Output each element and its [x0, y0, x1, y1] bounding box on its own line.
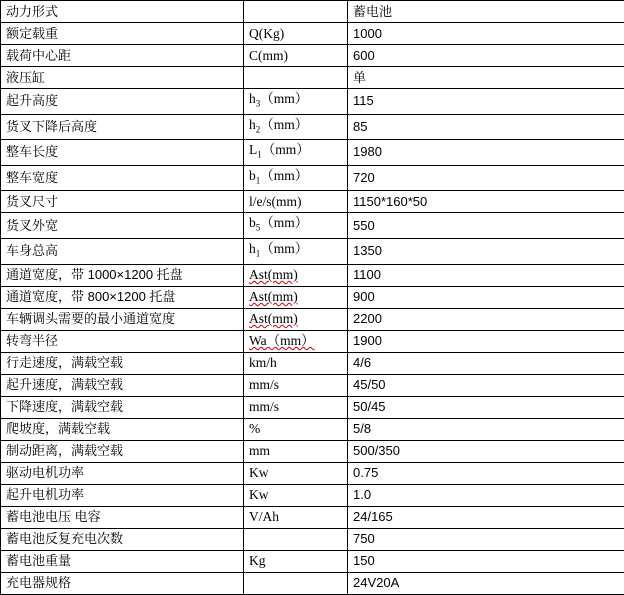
cell-parameter-name: 充电器规格	[1, 572, 244, 594]
cell-value: 500/350	[348, 440, 624, 462]
cell-unit-symbol: $b_5(mm)$	[244, 213, 348, 239]
cell-unit-symbol: mm/s	[244, 396, 348, 418]
table-row	[1, 352, 624, 374]
cell-value: 1980	[348, 140, 624, 166]
cell-unit-symbol	[244, 1, 348, 23]
cell-parameter-name: 蓄电池电压 电容	[1, 506, 244, 528]
cell-value: 1900	[348, 330, 624, 352]
cell-parameter-name: 通道宽度，带 1000×1200 托盘	[1, 264, 244, 286]
cell-parameter-name: 起升电机功率	[1, 484, 244, 506]
table-row	[1, 238, 624, 264]
cell-value: 1150*160*50	[348, 191, 624, 213]
cell-parameter-name: 转弯半径	[1, 330, 244, 352]
cell-parameter-name: 货叉下降后高度	[1, 114, 244, 140]
cell-parameter-name: 蓄电池重量	[1, 550, 244, 572]
cell-value: 24/165	[348, 506, 624, 528]
table-row	[1, 374, 624, 396]
cell-unit-symbol: km/h	[244, 352, 348, 374]
table-row	[1, 114, 624, 140]
cell-unit-symbol: %	[244, 418, 348, 440]
cell-parameter-name: 动力形式	[1, 1, 244, 23]
table-row	[1, 140, 624, 166]
cell-parameter-name: 液压缸	[1, 67, 244, 89]
cell-value: 550	[348, 213, 624, 239]
cell-parameter-name: 货叉外宽	[1, 213, 244, 239]
cell-unit-symbol: $L_1(mm)$	[244, 140, 348, 166]
cell-value: 0.75	[348, 462, 624, 484]
table-row	[1, 396, 624, 418]
cell-unit-symbol: Wa（mm）	[244, 330, 348, 352]
cell-unit-symbol: C(mm)	[244, 45, 348, 67]
cell-parameter-name: 爬坡度，满载空载	[1, 418, 244, 440]
table-row	[1, 528, 624, 550]
cell-unit-symbol: mm	[244, 440, 348, 462]
cell-value: 2200	[348, 308, 624, 330]
cell-unit-symbol: l/e/s(mm)	[244, 191, 348, 213]
cell-parameter-name: 制动距离，满载空载	[1, 440, 244, 462]
cell-parameter-name: 车辆调头需要的最小通道宽度	[1, 308, 244, 330]
table-row	[1, 286, 624, 308]
table-row	[1, 550, 624, 572]
cell-value: 45/50	[348, 374, 624, 396]
cell-value: 蓄电池	[348, 1, 624, 23]
cell-unit-symbol	[244, 528, 348, 550]
cell-parameter-name: 起升高度	[1, 89, 244, 115]
cell-unit-symbol: Q(Kg)	[244, 23, 348, 45]
table-row	[1, 440, 624, 462]
cell-value: 单	[348, 67, 624, 89]
table-row	[1, 418, 624, 440]
cell-parameter-name: 载荷中心距	[1, 45, 244, 67]
cell-unit-symbol: $b_1(mm)$	[244, 165, 348, 191]
cell-unit-symbol: $h_3(mm)$	[244, 89, 348, 115]
cell-value: 150	[348, 550, 624, 572]
cell-value: 1350	[348, 238, 624, 264]
table-row	[1, 165, 624, 191]
cell-parameter-name: 蓄电池反复充电次数	[1, 528, 244, 550]
cell-parameter-name: 通道宽度，带 800×1200 托盘	[1, 286, 244, 308]
cell-unit-symbol	[244, 572, 348, 594]
cell-parameter-name: 整车长度	[1, 140, 244, 166]
table-row	[1, 572, 624, 594]
table-row	[1, 191, 624, 213]
cell-value: 24V20A	[348, 572, 624, 594]
cell-value: 1100	[348, 264, 624, 286]
cell-unit-symbol: Ast(mm)	[244, 286, 348, 308]
table-row	[1, 67, 624, 89]
table-row	[1, 45, 624, 67]
table-row	[1, 213, 624, 239]
table-body	[1, 1, 624, 595]
cell-parameter-name: 整车宽度	[1, 165, 244, 191]
cell-unit-symbol: Kw	[244, 484, 348, 506]
cell-unit-symbol: Ast(mm)	[244, 308, 348, 330]
cell-value: 1000	[348, 23, 624, 45]
table-row	[1, 1, 624, 23]
cell-value: 750	[348, 528, 624, 550]
cell-value: 5/8	[348, 418, 624, 440]
cell-unit-symbol: $h_1(mm)$	[244, 238, 348, 264]
cell-value: 1.0	[348, 484, 624, 506]
cell-unit-symbol: Kw	[244, 462, 348, 484]
cell-unit-symbol: Ast(mm)	[244, 264, 348, 286]
table-row	[1, 89, 624, 115]
cell-value: 50/45	[348, 396, 624, 418]
cell-parameter-name: 行走速度，满载空载	[1, 352, 244, 374]
cell-parameter-name: 起升速度，满载空载	[1, 374, 244, 396]
cell-unit-symbol: mm/s	[244, 374, 348, 396]
cell-parameter-name: 额定载重	[1, 23, 244, 45]
cell-value: 115	[348, 89, 624, 115]
cell-value: 600	[348, 45, 624, 67]
table-row	[1, 308, 624, 330]
table-row	[1, 330, 624, 352]
cell-unit-symbol	[244, 67, 348, 89]
cell-unit-symbol: $h_2(mm)$	[244, 114, 348, 140]
table-row	[1, 484, 624, 506]
table-row	[1, 264, 624, 286]
cell-value: 900	[348, 286, 624, 308]
table-row	[1, 506, 624, 528]
table-row	[1, 462, 624, 484]
cell-unit-symbol: V/Ah	[244, 506, 348, 528]
cell-parameter-name: 车身总高	[1, 238, 244, 264]
cell-parameter-name: 货叉尺寸	[1, 191, 244, 213]
cell-value: 4/6	[348, 352, 624, 374]
cell-unit-symbol: Kg	[244, 550, 348, 572]
cell-parameter-name: 驱动电机功率	[1, 462, 244, 484]
cell-parameter-name: 下降速度，满载空载	[1, 396, 244, 418]
cell-value: 720	[348, 165, 624, 191]
table-row	[1, 23, 624, 45]
cell-value: 85	[348, 114, 624, 140]
